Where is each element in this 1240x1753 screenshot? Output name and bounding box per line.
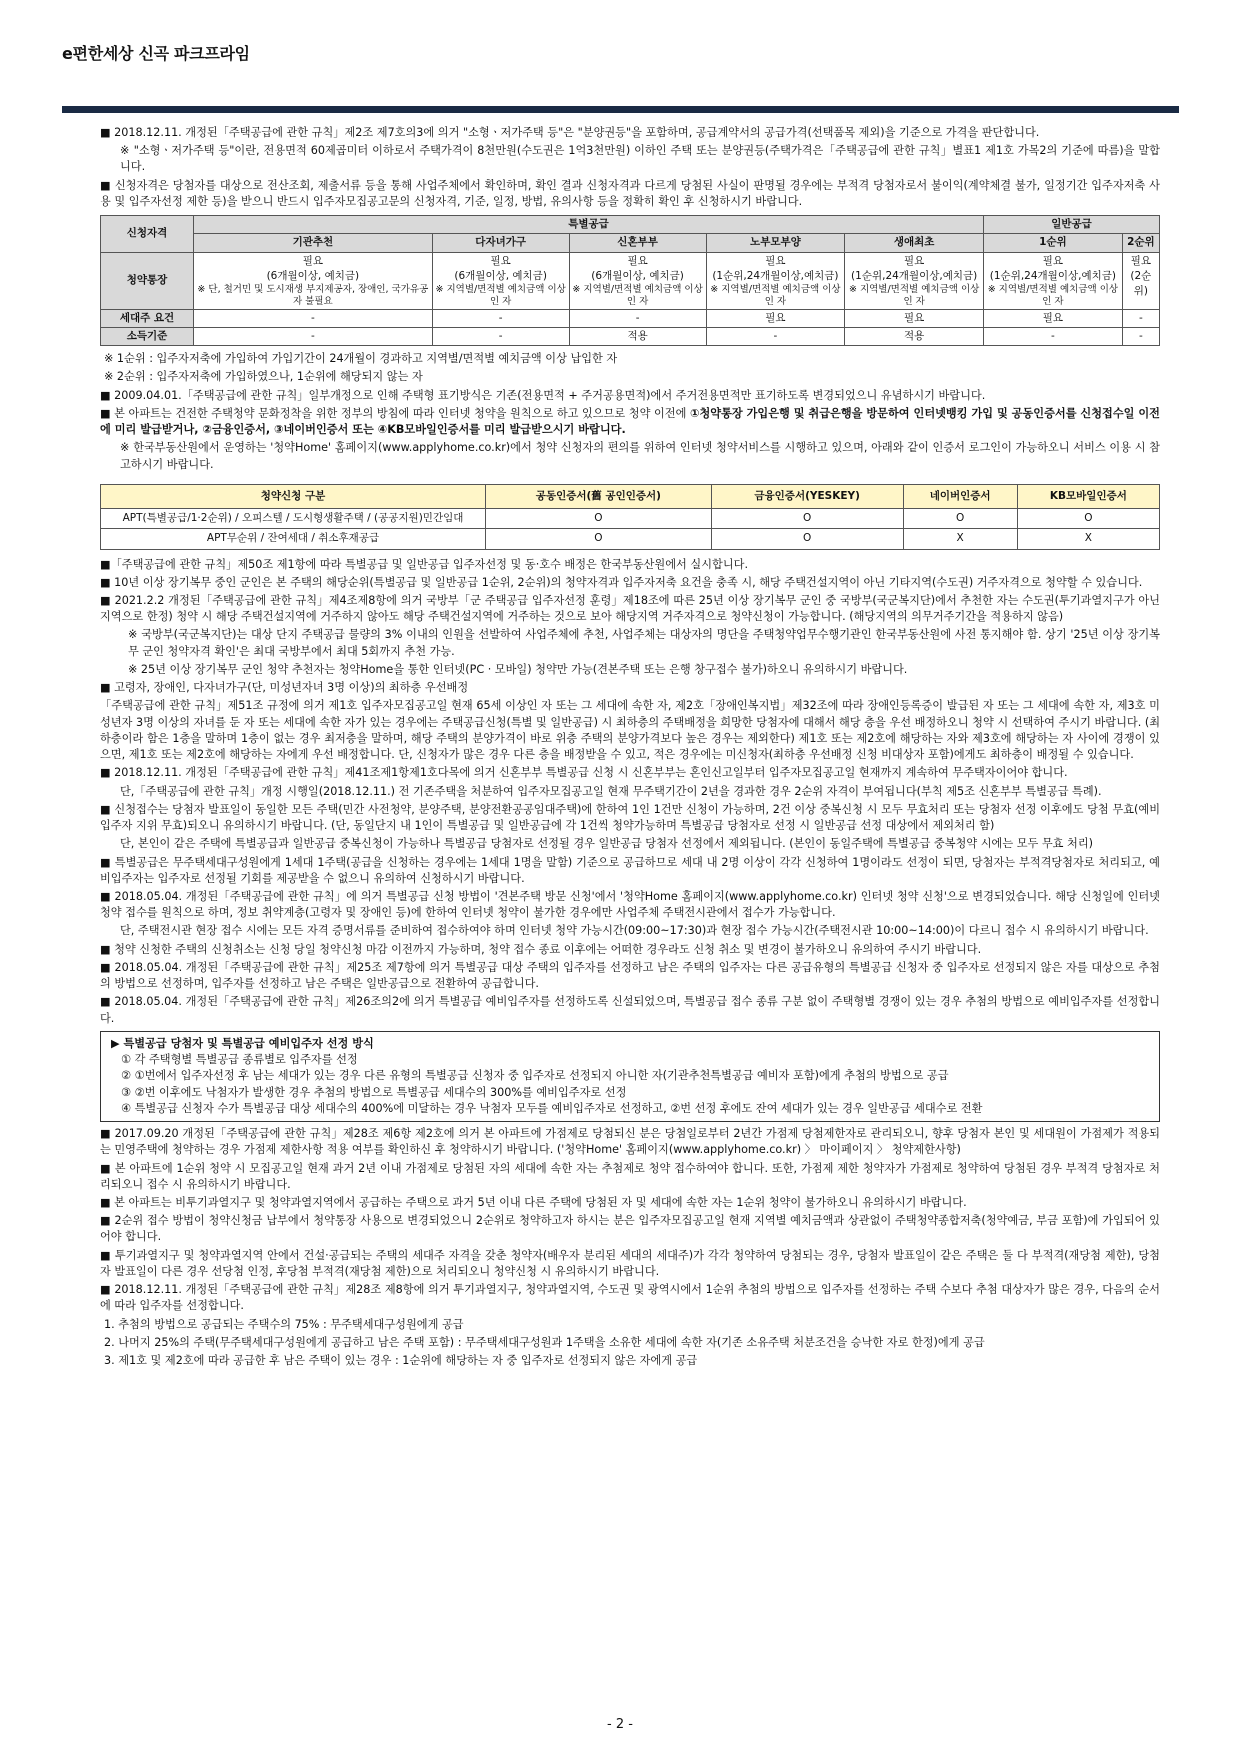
row-bank: 청약통장 bbox=[101, 252, 194, 309]
paragraph: ■ 10년 이상 장기복무 중인 군인은 본 주택의 해당순위(특별공급 및 일반공급 1순위, 2순위)의 청약자격과 입주자저축 요건을 충족 시, 해당 주택건설지역이 아닌 기타지역(수도권) 거주자격으로 청약할 수 있습니다. bbox=[100, 575, 1143, 589]
col-general: 일반공급 bbox=[984, 216, 1160, 234]
header-cell: KB모바일인증서 bbox=[1017, 484, 1159, 508]
table-cell: - bbox=[1122, 309, 1159, 327]
header-cell: 네이버인증서 bbox=[903, 484, 1017, 508]
subheader: 노부모부양 bbox=[706, 234, 845, 252]
cell-required: 필요 bbox=[904, 254, 925, 267]
note: ※ 25년 이상 장기복무 군인 청약 추천자는 청약Home을 통한 인터넷(PC · 모바일) 청약만 가능(견본주택 또는 은행 창구접수 불가)하오니 유의하시기 바랍니다. bbox=[128, 662, 908, 676]
cell-note: ※ 지역별/면적별 예치금액 이상인 자 bbox=[710, 284, 841, 307]
cell-note: ※ 지역별/면적별 예치금액 이상인 자 bbox=[435, 284, 566, 307]
paragraph: ■ 투기과열지구 및 청약과열지역 안에서 건설·공급되는 주택의 세대주 자격을 갖춘 청약자(배우자 분리된 세대의 세대주)가 각각 청약하여 당첨되는 경우, 당첨자 발표일이 같은 주택은 둘 다 부적격(재당첨 제한), 당첨자 발표일이 다른 경우 선당첨 인정, 후당첨 부적격(재당첨 제한)으로 처리되오니 청약신청 시 유의하시기 바랍니다. bbox=[100, 1248, 1160, 1278]
certificate-table bbox=[100, 484, 1160, 550]
paragraph: ■ 2순위 접수 방법이 청약신청금 납부에서 청약통장 사용으로 변경되었으니 2순위로 청약하고자 하시는 분은 입주자모집공고일 현재 지역별 예치금액과 상관없이 주택청약종합저축(청약예금, 부금 포함)에 가입되어 있어야 합니다. bbox=[100, 1214, 1160, 1244]
paragraph: ■ 본 아파트에 1순위 청약 시 모집공고일 현재 과거 2년 이내 가점제로 당첨된 자의 세대에 속한 자는 추첨제로 청약 접수하여야 합니다. 또한, 가점제 제한 청약자가 가점제로 청약하여 당첨된 경우 부적격 당첨자로 처리되오니 접수 시 유의하시기 바랍니다. bbox=[100, 1161, 1160, 1191]
bank-cell bbox=[432, 252, 569, 309]
paragraph: ■「주택공급에 관한 규칙」제50조 제1항에 따라 특별공급 및 일반공급 입주자선정 및 동·호수 배정은 한국부동산원에서 실시합니다. bbox=[100, 557, 749, 571]
box-item: ④ 특별공급 신청자 수가 특별공급 대상 세대수의 400%에 미달하는 경우 낙첨자 모두를 예비입주자로 선정하고, ②번 선정 후에도 잔여 세대가 있는 경우 일반공급 세대수로 전환 bbox=[121, 1101, 983, 1115]
bank-cell bbox=[984, 252, 1123, 309]
table-cell: - bbox=[569, 309, 706, 327]
box-title: ▶ 특별공급 당첨자 및 특별공급 예비입주자 선정 방식 bbox=[111, 1036, 374, 1050]
box-item: ② ①번에서 입주자선정 후 남는 세대가 있는 경우 다른 유형의 특별공급 신청자 중 입주자로 선정되지 아니한 자(기관추천특별공급 예비자 포함)에게 추첨의 방법으로 공급 bbox=[121, 1069, 949, 1083]
col-qual: 신청자격 bbox=[101, 216, 194, 252]
note: ※ 한국부동산원에서 운영하는 '청약Home' 홈페이지(www.applyhome.co.kr)에서 청약 신청자의 편의를 위하여 인터넷 청약서비스를 시행하고 있으며, 아래와 같이 인증서 로그인이 가능하오니 서비스 이용 시 참고하시기 바랍니다. bbox=[120, 441, 1160, 471]
row-income: 소득기준 bbox=[101, 328, 194, 346]
header-cell: 공동인증서(舊 공인인증서) bbox=[486, 484, 712, 508]
table-cell: O bbox=[711, 509, 903, 529]
paragraph: ■ 2021.2.2 개정된「주택공급에 관한 규칙」제4조제8항에 의거 국방부「군 주택공급 입주자선정 훈령」제18조에 따른 25년 이상 장기복무 군인 중 국방부(국군복지단)에서 추천한 자는 수도권(투기과열지구가 아닌 지역으로 한정) 청약 시 해당 주택건설지역에 거주하지 않아도 해당 주택건설지역에 거주하는 것으로 보아 해당지역 거주자격으로 청약신청이 가능합니다. (해당지역의 의무거주기간을 적용하지 않음) bbox=[100, 594, 1160, 624]
note: ※ 국방부(국군복지단)는 대상 단지 주택공급 물량의 3% 이내의 인원을 선발하여 사업주체에 추천, 사업주체는 대상자의 명단을 주택청약업무수행기관인 한국부동산원에 사전 통지해야 함. 상기 '25년 이상 장기복무 군인 청약자격 확인'은 최대 국방부에서 최대 5회까지 추천 가능. bbox=[128, 628, 1160, 658]
paragraph: ■ 2017.09.20 개정된「주택공급에 관한 규칙」제28조 제6항 제2호에 의거 본 아파트에 가점제로 당첨되신 분은 당첨일로부터 2년간 가점제 당첨제한자로 관리되오니, 향후 당첨자 본인 및 세대원이 가점제가 적용되는 민영주택에 청약하는 경우 가점제 제한사항 적용 여부를 확인하신 후 청약하시기 바랍니다. ('청약Home' 홈페이지(www.applyhome.co.kr) 〉 마이페이지 〉 청약제한사항) bbox=[100, 1127, 1160, 1157]
table-cell: O bbox=[486, 529, 712, 549]
paragraph: ■ 청약 신청한 주택의 신청취소는 신청 당일 청약신청 마감 이전까지 가능하며, 청약 접수 종료 이후에는 어떠한 경우라도 신청 취소 및 변경이 불가하오니 유의하여 주시기 바랍니다. bbox=[100, 942, 982, 956]
table-cell: - bbox=[432, 328, 569, 346]
eligibility-table bbox=[100, 215, 1160, 346]
paragraph: ■ 본 아파트는 비투기과열지구 및 청약과열지역에서 공급하는 주택으로 과거 5년 이내 다른 주택에 당첨된 자 및 세대에 속한 자는 1순위 청약이 불가하오니 유의하시기 바랍니다. bbox=[100, 1195, 967, 1209]
document-header-title: e편한세상 신곡 파크프라임 bbox=[62, 44, 250, 63]
bank-cell bbox=[194, 252, 433, 309]
table-cell: O bbox=[1017, 509, 1159, 529]
bank-cell bbox=[845, 252, 984, 309]
table-cell: 필요 bbox=[845, 309, 984, 327]
cell-detail: (1순위,24개월이상,예치금) bbox=[989, 269, 1116, 282]
table-cell: - bbox=[432, 309, 569, 327]
paragraph: ■ 2018.12.11. 개정된「주택공급에 관한 규칙」제28조 제8항에 의거 투기과열지구, 청약과열지역, 수도권 및 광역시에서 1순위 추첨의 방법으로 입주자를 선정하는 주택 수보다 추첨 대상자가 많은 경우, 다음의 순서에 따라 입주자를 선정합니다. bbox=[100, 1283, 1160, 1313]
document-body bbox=[100, 124, 1160, 1370]
selection-method-box bbox=[100, 1031, 1160, 1122]
table-cell: - bbox=[194, 309, 433, 327]
note: ※ 2순위 : 입주자저축에 가입하였으나, 1순위에 해당되지 않는 자 bbox=[104, 370, 423, 384]
table-cell: - bbox=[706, 328, 845, 346]
table-row bbox=[101, 509, 1160, 529]
table-cell: - bbox=[194, 328, 433, 346]
cell-required: 필요 bbox=[1042, 254, 1064, 267]
list-item: 1. 추첨의 방법으로 공급되는 주택수의 75% : 무주택세대구성원에게 공급 bbox=[104, 1317, 464, 1331]
header-rule bbox=[62, 106, 1179, 113]
header-cell: 금융인증서(YESKEY) bbox=[711, 484, 903, 508]
table-cell: - bbox=[984, 328, 1123, 346]
paragraph: ■ 2018.12.11. 개정된「주택공급에 관한 규칙」제41조제1항제1호다목에 의거 신혼부부 특별공급 신청 시 신혼부부는 혼인신고일부터 입주자모집공고일 현재까지 계속하여 무주택자이어야 합니다. bbox=[100, 766, 1068, 780]
table-cell: O bbox=[903, 509, 1017, 529]
table-cell: 필요 bbox=[984, 309, 1123, 327]
cell-note: ※ 지역별/면적별 예치금액 이상인 자 bbox=[848, 284, 980, 307]
table-cell: APT무순위 / 잔여세대 / 취소후재공급 bbox=[101, 529, 486, 549]
table-cell: 적용 bbox=[569, 328, 706, 346]
paragraph: ■ 신청접수는 당첨자 발표일이 동일한 모든 주택(민간 사전청약, 분양주택, 분양전환공공임대주택)에 한하여 1인 1건만 신청이 가능하며, 2건 이상 중복신청 시 모두 무효처리 또는 당첨자 선정 이후에도 당첨 무효(예비입주자 지위 무효)되오니 유의하시기 바랍니다. (단, 동일단지 내 1인이 특별공급 및 일반공급에 각 1건씩 청약가능하며 특별공급 당첨자로 선정 시 일반공급 선정 대상에서 제외처리 함) bbox=[100, 802, 1160, 833]
cell-detail: (1순위,24개월이상,예치금) bbox=[851, 269, 978, 282]
paragraph: ■ 2009.04.01.「주택공급에 관한 규칙」일부개정으로 인해 주택형 표기방식은 기존(전용면적 + 주거공용면적)에서 주거전용면적만 표기하도록 변경되었으니 유념하시기 바랍니다. bbox=[100, 388, 986, 402]
cell-note: ※ 지역별/면적별 예치금액 이상인 자 bbox=[572, 284, 703, 307]
bank-cell bbox=[569, 252, 706, 309]
cell-detail: (2순위) bbox=[1130, 269, 1152, 298]
paragraph: ■ 2018.05.04. 개정된「주택공급에 관한 규칙」제25조 제7항에 의거 특별공급 대상 주택의 입주자를 선정하고 남은 주택의 입주자는 다른 공급유형의 특별공급 신청자 중 입주자로 선정되지 않은 자를 대상으로 추첨의 방법으로 선정하며, 입주자를 선정하고 남은 주택은 일반공급으로 전환하여 공급합니다. bbox=[100, 960, 1160, 991]
paragraph: ■ 2018.12.11. 개정된「주택공급에 관한 규칙」제2조 제7호의3에 의거 "소형ㆍ저가주택 등"은 "분양권등"을 포함하며, 공급계약서의 공급가격(선택품목 제외)을 기준으로 가격을 판단합니다. bbox=[100, 126, 1040, 139]
paragraph bbox=[100, 405, 1160, 439]
box-item: ③ ②번 이후에도 낙첨자가 발생한 경우 추첨의 방법으로 특별공급 세대수의 300%를 예비입주자로 선정 bbox=[121, 1085, 627, 1099]
subheader: 기관추천 bbox=[194, 234, 433, 252]
subheader: 다자녀가구 bbox=[432, 234, 569, 252]
header-cell: 청약신청 구분 bbox=[101, 484, 486, 508]
table-cell: - bbox=[1122, 328, 1159, 346]
table-cell: 적용 bbox=[845, 328, 984, 346]
note: ※ 1순위 : 입주자저축에 가입하여 가입기간이 24개월이 경과하고 지역별/면적별 예치금액 이상 납입한 자 bbox=[104, 352, 618, 366]
box-item: ① 각 주택형별 특별공급 종류별로 입주자를 선정 bbox=[121, 1053, 358, 1067]
paragraph: 단,「주택공급에 관한 규칙」개정 시행일(2018.12.11.) 전 기존주택을 처분하여 입주자모집공고일 현재 무주택기간이 2년을 경과한 경우 2순위 자격이 부여됩니다(부칙 제5조 신혼부부 특별공급 특례). bbox=[120, 784, 1102, 798]
cell-required: 필요 bbox=[765, 254, 786, 267]
subheader: 신혼부부 bbox=[569, 234, 706, 252]
bank-cell bbox=[706, 252, 845, 309]
cell-detail: (6개월이상, 예치금) bbox=[266, 269, 360, 282]
cell-required: 필요 bbox=[490, 254, 511, 267]
paragraph: ■ 2018.05.04. 개정된「주택공급에 관한 규칙」제26조의2에 의거 특별공급 예비입주자를 선정하도록 신설되었으며, 특별공급 접수 종류 구분 없이 주택형별 경쟁이 있는 경우 추첨의 방법으로 예비입주자를 선정합니다. bbox=[100, 995, 1160, 1025]
page-number: - 2 - bbox=[607, 1717, 633, 1732]
cell-required: 필요 bbox=[1130, 254, 1152, 267]
paragraph: 단, 본인이 같은 주택에 특별공급과 일반공급 중복신청이 가능하나 특별공급 당첨자로 선정될 경우 일반공급 당첨자 선정에서 제외됩니다. (본인이 동일주택에 특별공급 중복청약 시에는 모두 무효 처리) bbox=[120, 837, 1094, 851]
list-item: 3. 제1호 및 제2호에 따라 공급한 후 남은 주택이 있는 경우 : 1순위에 해당하는 자 중 입주자로 선정되지 않은 자에게 공급 bbox=[104, 1354, 698, 1368]
cell-note: ※ 지역별/면적별 예치금액 이상인 자 bbox=[987, 284, 1119, 307]
cell-detail: (1순위,24개월이상,예치금) bbox=[712, 269, 839, 282]
table-row bbox=[101, 529, 1160, 549]
table-cell: X bbox=[903, 529, 1017, 549]
cell-detail: (6개월이상, 예치금) bbox=[454, 269, 547, 282]
cert-emphasis: ①청약통장 가입은행 및 취급은행을 방문하여 인터넷뱅킹 가입 및 공동인증서를 신청접수일 이전에 미리 발급받거나, ②금융인증서, ③네이버인증서 또는 ④KB모바일인증서를 미리 발급받으시기 바랍니다. bbox=[100, 406, 1160, 437]
cell-note: ※ 단, 철거민 및 도시재생 부지제공자, 장애인, 국가유공자 불필요 bbox=[197, 284, 429, 307]
table-cell: O bbox=[711, 529, 903, 549]
table-cell: O bbox=[486, 509, 712, 529]
cert-text: ■ 본 아파트는 건전한 주택청약 문화정착을 위한 정부의 방침에 따라 인터넷 청약을 원칙으로 하고 있으므로 청약 이전에 bbox=[100, 406, 690, 420]
table-cell: X bbox=[1017, 529, 1159, 549]
list-item: 2. 나머지 25%의 주택(무주택세대구성원에게 공급하고 남은 주택 포함) : 무주택세대구성원과 1주택을 소유한 세대에 속한 자(기존 소유주택 처분조건을 승낙한 자로 한정)에게 공급 bbox=[104, 1335, 985, 1349]
paragraph: ■ 2018.05.04. 개정된「주택공급에 관한 규칙」에 의거 특별공급 신청 방법이 '견본주택 방문 신청'에서 '청약Home 홈페이지(www.applyhome.co.kr) 인터넷 청약 신청'으로 변경되었습니다. 해당 신청일에 인터넷 청약 접수를 원칙으로 하며, 정보 취약계층(고령자 및 장애인 등)에 한하여 인터넷 청약이 불가한 경우에만 사업주체 주택전시관에서 접수가 가능합니다. bbox=[100, 889, 1160, 920]
col-special: 특별공급 bbox=[194, 216, 984, 234]
table-cell: 필요 bbox=[706, 309, 845, 327]
bank-cell bbox=[1122, 252, 1159, 309]
cell-required: 필요 bbox=[627, 254, 648, 267]
paragraph: ■ 고령자, 장애인, 다자녀가구(단, 미성년자녀 3명 이상)의 최하층 우선배정 bbox=[100, 681, 469, 695]
table-cell: APT(특별공급/1·2순위) / 오피스텔 / 도시형생활주택 / (공공지원)민간임대 bbox=[101, 509, 486, 529]
cell-required: 필요 bbox=[302, 254, 323, 267]
subheader: 1순위 bbox=[984, 234, 1123, 252]
paragraph: ■ 신청자격은 당첨자를 대상으로 전산조회, 제출서류 등을 통해 사업주체에서 확인하며, 확인 결과 신청자격과 다르게 당첨된 사실이 판명될 경우에는 부적격 당첨자로서 불이익(계약체결 불가, 일정기간 입주자저축 사용 및 입주자선정 제한 등)을 받으니 반드시 입주자모집공고문의 신청자격, 기준, 일정, 방법, 유의사항 등을 정확히 확인 후 신청하시기 바랍니다. bbox=[100, 178, 1160, 208]
paragraph: 단, 주택전시관 현장 접수 시에는 모든 자격 증명서류를 준비하여 접수하여야 하며 인터넷 청약 가능시간(09:00~17:30)과 현장 접수 가능시간(주택전시관 10:00~14:00)이 다르니 접수 시 유의하시기 바랍니다. bbox=[120, 924, 1149, 938]
subheader: 생애최초 bbox=[845, 234, 984, 252]
paragraph: 「주택공급에 관한 규칙」제51조 규정에 의거 제1호 입주자모집공고일 현재 65세 이상인 자 또는 그 세대에 속한 자, 제2호「장애인복지법」제32조에 따라 장애인등록증이 발급된 자 또는 그 세대에 속한 자, 제3호 미성년자 3명 이상의 자녀를 둔 자 또는 세대에 속한 자가 있는 경우에는 주택공급신청(특별 및 일반공급) 시 최하층의 주택배정을 희망한 당첨자에 대해서 해당 층을 우선 배정하오니 청약 시 선택하여 주시기 바랍니다. (최하층이라 함은 1층을 말하며 1층이 없는 경우 최저층을 말하며, 해당 주택의 분양가격이 바로 위층 주택의 분양가격보다 높은 경우는 제외한다) 제1호 또는 제2호에 해당하는 자와 제3호에 해당하는 자 사이에 경쟁이 있으면, 제1호 또는 제2호에 해당하는 자에게 우선 배정합니다. 단, 신청자가 많은 경우 다른 층을 배정받을 수 있고, 적은 경우에는 미신청자(최하층 우선배정 신청 비대상자 포함)에게도 최하층이 배정될 수 있습니다. bbox=[100, 699, 1160, 762]
cell-detail: (6개월이상, 예치금) bbox=[591, 269, 684, 282]
note: ※ "소형ㆍ저가주택 등"이란, 전용면적 60제곱미터 이하로서 주택가격이 8천만원(수도권은 1억3천만원) 이하인 주택 또는 분양권등(주택가격은「주택공급에 관한 규칙」별표1 제1호 가목2의 기준에 따름)을 말합니다. bbox=[120, 144, 1160, 174]
row-household: 세대주 요건 bbox=[101, 309, 194, 327]
subheader: 2순위 bbox=[1122, 234, 1159, 252]
paragraph: ■ 특별공급은 무주택세대구성원에게 1세대 1주택(공급을 신청하는 경우에는 1세대 1명을 말함) 기준으로 공급하므로 세대 내 2명 이상이 각각 신청하여 1명이라도 선정이 되면, 당첨자는 부적격당첨자로 처리되고, 예비입주자는 입주자로 선정될 기회를 제공받을 수 없으니 유의하여 신청하시기 바랍니다. bbox=[100, 855, 1160, 885]
